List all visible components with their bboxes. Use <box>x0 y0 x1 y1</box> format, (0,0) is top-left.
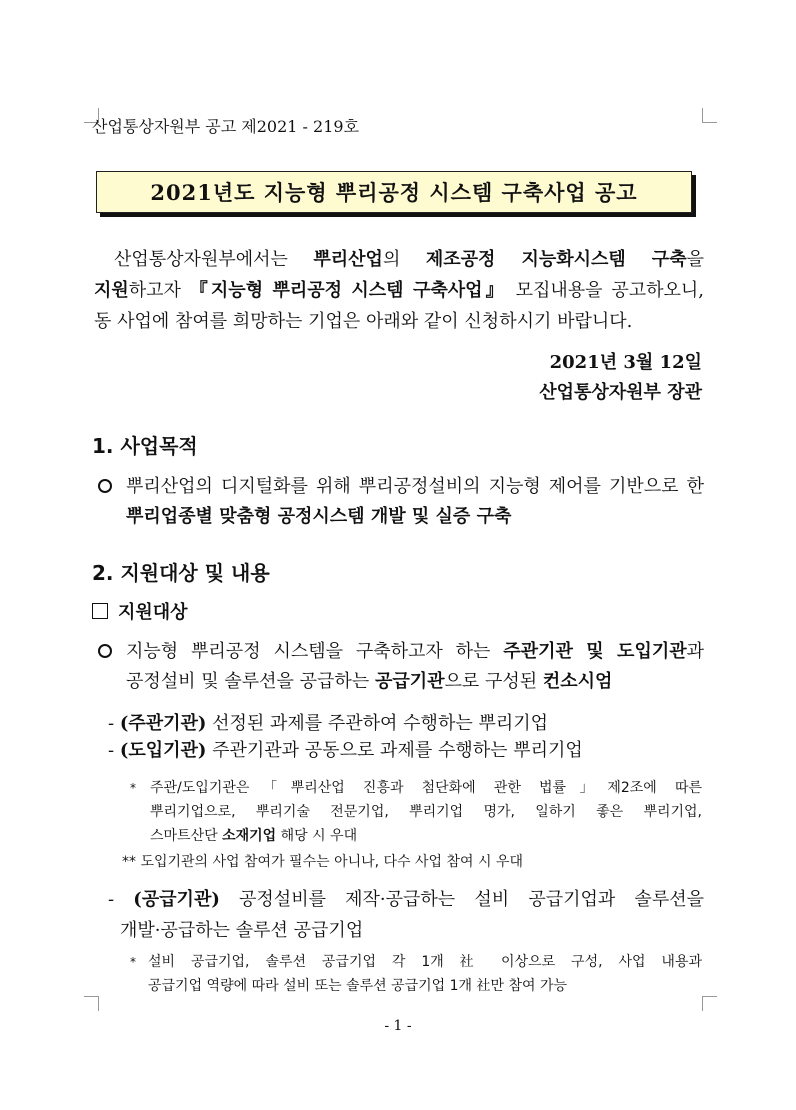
intro-bold: 지원 <box>94 280 129 301</box>
intro-bold: 『지능형 뿌리공정 시스템 구축사업』 <box>189 280 507 301</box>
note-line-3 <box>150 824 702 848</box>
note-mark: ** <box>122 854 136 870</box>
subheading-label: 지원대상 <box>118 602 188 623</box>
support-target-subheading <box>92 598 188 624</box>
note-line-1: 주관/도입기관은「뿌리산업 진흥과 첨단화에 관한 법률」제2조에 따른 <box>150 780 702 796</box>
dash-label: (주관기관) <box>119 713 207 734</box>
intro-text: 산업통상자원부에서는 <box>114 249 314 270</box>
consortium-line-1 <box>126 637 704 667</box>
dash-text: 공정설비를 제작·공급하는 설비 공급기업과 솔루션을 <box>219 889 704 910</box>
intro-paragraph <box>94 244 704 337</box>
circle-bullet-icon <box>98 479 112 493</box>
note-supplier-composition <box>130 950 702 998</box>
note-line-2: 공급기업 역량에 따라 설비 또는 솔루션 공급기업 1개 社만 참여 가능 <box>148 978 568 994</box>
note-mark: * <box>130 955 136 969</box>
circle-bullet-icon <box>98 644 112 658</box>
section-1-heading: 1. 사업목적 <box>92 434 198 458</box>
intro-text: 의 <box>382 249 426 270</box>
note-eligibility <box>130 776 702 848</box>
consortium-bold: 공급기관 <box>374 671 445 692</box>
intro-text: 을 <box>686 249 704 270</box>
consortium-text: 지능형 뿌리공정 시스템을 구축하고자 하는 <box>126 641 504 662</box>
intro-bold: 뿌리산업 <box>313 249 383 270</box>
signatory: 산업통상자원부 장관 <box>539 382 702 403</box>
square-bullet-icon <box>92 603 108 619</box>
note-line <box>122 850 523 874</box>
dash-item-supplier-org <box>108 884 704 946</box>
crop-mark-bottom-right <box>702 996 717 1011</box>
dash-text: 주관기관과 공동으로 과제를 수행하는 뿌리기업 <box>206 740 583 761</box>
consortium-item <box>98 637 704 697</box>
note-text: 도입기관의 사업 참여가 필수는 아니나, 다수 사업 참여 시 우대 <box>140 854 524 870</box>
dash-label: (공급기관) <box>133 889 220 910</box>
dash-line: - (도입기관) 주관기관과 공동으로 과제를 수행하는 뿌리기업 <box>108 740 583 761</box>
note-line-2: 뿌리기업으로, 뿌리기술 전문기업, 뿌리기업 명가, 일하기 좋은 뿌리기업, <box>150 804 702 820</box>
dash-line-2: 개발·공급하는 솔루션 공급기업 <box>120 920 364 941</box>
announcement-date: 2021년 3월 12일 <box>549 352 702 373</box>
note-adopting-optional <box>122 850 523 874</box>
dash-line: - (주관기관) 선정된 과제를 주관하여 수행하는 뿌리기업 <box>108 713 548 734</box>
purpose-item <box>98 472 704 532</box>
dash-item-adopting-org <box>108 735 704 766</box>
consortium-bold: 컨소시엄 <box>542 671 613 692</box>
intro-bold: 제조공정 지능화시스템 구축 <box>425 249 687 270</box>
note-text: 해당 시 우대 <box>276 828 358 844</box>
consortium-line-2 <box>126 667 704 697</box>
document-title: 2021년도 지능형 뿌리공정 시스템 구축사업 공고 <box>96 171 692 213</box>
consortium-bold: 주관기관 및 도입기관 <box>503 641 687 662</box>
note-bold: 소재기업 <box>222 828 277 844</box>
purpose-bold: 뿌리업종별 맞춤형 공정시스템 개발 및 실증 구축 <box>126 506 512 527</box>
consortium-text: 과 <box>686 641 704 662</box>
purpose-line-1: 뿌리산업의 디지털화를 위해 뿌리공정설비의 지능형 제어를 기반으로 한 <box>126 476 704 497</box>
intro-text: 하고자 <box>128 280 190 301</box>
crop-mark-top-right <box>702 108 717 123</box>
note-mark: * <box>130 781 136 795</box>
notice-number: 산업통상자원부 공고 제2021 - 219호 <box>92 117 360 136</box>
note-text: 스마트산단 <box>150 828 223 844</box>
section-2-heading: 2. 지원대상 및 내용 <box>92 561 270 585</box>
date-signature-block <box>539 348 702 408</box>
dash-label: (도입기관) <box>119 740 207 761</box>
dash-line: - (공급기관) 공정설비를 제작·공급하는 설비 공급기업과 솔루션을 <box>108 889 704 910</box>
consortium-text: 공정설비 및 솔루션을 공급하는 <box>126 671 375 692</box>
title-box <box>96 171 696 217</box>
crop-mark-bottom-left <box>84 996 99 1011</box>
note-line-1: 설비 공급기업, 솔루션 공급기업 각 1개 社 이상으로 구성, 사업 내용과 <box>148 954 702 970</box>
intro-line-3: 동 사업에 참여를 희망하는 기업은 아래와 같이 신청하시기 바랍니다. <box>94 311 633 332</box>
dash-text: 선정된 과제를 주관하여 수행하는 뿌리기업 <box>206 713 548 734</box>
consortium-text: 으로 구성된 <box>444 671 543 692</box>
intro-line-2 <box>94 275 704 306</box>
intro-text: 모집내용을 공고하오니, <box>506 280 705 301</box>
page-number: - 1 - <box>384 1018 412 1034</box>
intro-line-1 <box>94 244 704 275</box>
purpose-line-2 <box>126 502 704 532</box>
